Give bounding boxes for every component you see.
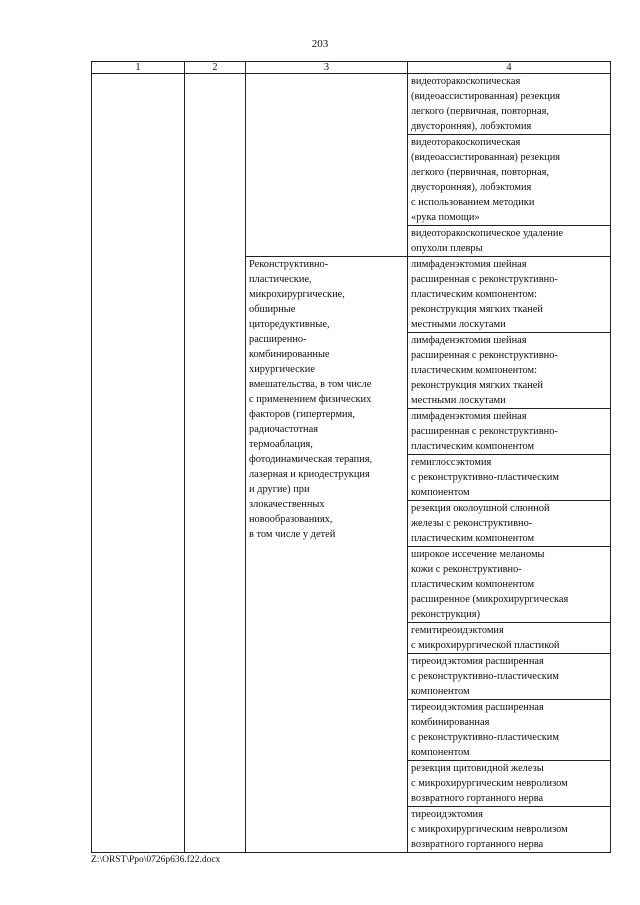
cell-text-line: пластическим компонентом: bbox=[411, 365, 538, 376]
cell-text-line: расширенное (микрохирургическая bbox=[411, 594, 569, 605]
cell-text-line: злокачественных bbox=[249, 499, 325, 510]
procedure-cell bbox=[408, 547, 611, 623]
col2-cell bbox=[185, 74, 246, 853]
procedure-cell bbox=[408, 700, 611, 761]
cell-text-line: в том числе у детей bbox=[249, 529, 336, 540]
header-col-2: 2 bbox=[185, 62, 246, 74]
file-path-footer: Z:\ORST\Ppo\0726p636.f22.docx bbox=[91, 855, 221, 865]
cell-text-line: с реконструктивно-пластическим bbox=[411, 671, 559, 682]
cell-text-line: возвратного гортанного нерва bbox=[411, 839, 544, 850]
procedure-cell bbox=[408, 135, 611, 226]
cell-text-line: расширенная с реконструктивно- bbox=[411, 274, 558, 285]
cell-text-line: широкое иссечение меланомы bbox=[411, 549, 545, 560]
cell-text-line: лимфаденэктомия шейная bbox=[411, 411, 527, 422]
cell-text-line: микрохирургические, bbox=[249, 289, 345, 300]
cell-text-line: (видеоассистированная) резекция bbox=[411, 152, 561, 163]
cell-text-line: новообразованиях, bbox=[249, 514, 333, 525]
cell-text-line: факторов (гипертермия, bbox=[249, 409, 355, 420]
cell-text-line: резекция щитовидной железы bbox=[411, 763, 544, 774]
cell-text-line: с реконструктивно-пластическим bbox=[411, 472, 559, 483]
cell-text-line: фотодинамическая терапия, bbox=[249, 454, 373, 465]
cell-text-line: пластическим компонентом: bbox=[411, 289, 538, 300]
cell-text-line: двусторонняя), лобэктомия bbox=[411, 182, 532, 193]
cell-text-line: хирургические bbox=[249, 364, 315, 375]
cell-text-line: компонентом bbox=[411, 686, 470, 697]
cell-text-line: видеоторакоскопическая bbox=[411, 76, 521, 87]
procedure-cell bbox=[408, 409, 611, 455]
page-number: 203 bbox=[311, 38, 329, 50]
cell-text-line: термоаблация, bbox=[249, 439, 313, 450]
procedure-cell bbox=[408, 226, 611, 257]
cell-text-line: кожи с реконструктивно- bbox=[411, 564, 522, 575]
procedure-cell bbox=[408, 654, 611, 700]
procedure-cell bbox=[408, 455, 611, 501]
cell-text-line: компонентом bbox=[411, 747, 470, 758]
procedure-cell bbox=[408, 501, 611, 547]
cell-text-line: видеоторакоскопическая bbox=[411, 137, 521, 148]
cell-text-line: легкого (первичная, повторная, bbox=[411, 167, 549, 178]
cell-text-line: тиреоидэктомия расширенная bbox=[411, 702, 544, 713]
header-row bbox=[92, 62, 611, 74]
header-col-4: 4 bbox=[408, 62, 611, 74]
cell-text-line: видеоторакоскопическое удаление bbox=[411, 228, 564, 239]
cell-text-line: с микрохирургической пластикой bbox=[411, 640, 560, 651]
cell-text-line: тиреоидэктомия расширенная bbox=[411, 656, 544, 667]
cell-text-line: расширенно- bbox=[249, 334, 307, 345]
cell-text-line: опухоли плевры bbox=[411, 243, 483, 254]
cell-text-line: реконструкция мягких тканей bbox=[411, 304, 543, 315]
cell-text-line: вмешательства, в том числе bbox=[249, 379, 372, 390]
procedure-cell bbox=[408, 333, 611, 409]
procedure-cell bbox=[408, 761, 611, 807]
cell-text-line: тиреоидэктомия bbox=[411, 809, 483, 820]
cell-text-line: реконструкция мягких тканей bbox=[411, 380, 543, 391]
cell-text-line: местными лоскутами bbox=[411, 319, 506, 330]
cell-text-line: Реконструктивно- bbox=[249, 259, 329, 270]
cell-text-line: обширные bbox=[249, 304, 296, 315]
table-row bbox=[92, 74, 611, 135]
cell-text-line: двусторонняя), лобэктомия bbox=[411, 121, 532, 132]
cell-text-line: и другие) при bbox=[249, 484, 310, 495]
cell-text-line: пластическим компонентом bbox=[411, 579, 535, 590]
cell-text-line: резекция околоушной слюнной bbox=[411, 503, 550, 514]
cell-text-line: с реконструктивно-пластическим bbox=[411, 732, 559, 743]
col3-empty-cell bbox=[246, 74, 408, 257]
cell-text-line: реконструкция) bbox=[411, 609, 481, 620]
procedure-cell bbox=[408, 623, 611, 654]
col1-cell bbox=[92, 74, 185, 853]
cell-text-line: легкого (первичная, повторная, bbox=[411, 106, 549, 117]
cell-text-line: железы с реконструктивно- bbox=[411, 518, 533, 529]
procedures-table bbox=[91, 61, 611, 853]
cell-text-line: с использованием методики bbox=[411, 197, 535, 208]
cell-text-line: (видеоассистированная) резекция bbox=[411, 91, 561, 102]
intervention-group-cell bbox=[246, 257, 408, 853]
cell-text-line: расширенная с реконструктивно- bbox=[411, 426, 558, 437]
cell-text-line: гемитиреоидэктомия bbox=[411, 625, 504, 636]
cell-text-line: пластические, bbox=[249, 274, 312, 285]
cell-text-line: расширенная с реконструктивно- bbox=[411, 350, 558, 361]
header-col-1: 1 bbox=[92, 62, 185, 74]
cell-text-line: с микрохирургическим невролизом bbox=[411, 824, 568, 835]
procedure-cell bbox=[408, 807, 611, 853]
cell-text-line: компонентом bbox=[411, 487, 470, 498]
procedure-cell bbox=[408, 257, 611, 333]
cell-text-line: с применением физических bbox=[249, 394, 372, 405]
cell-text-line: с микрохирургическим невролизом bbox=[411, 778, 568, 789]
cell-text-line: пластическим компонентом bbox=[411, 533, 535, 544]
cell-text-line: «рука помощи» bbox=[411, 212, 480, 223]
cell-text-line: пластическим компонентом bbox=[411, 441, 535, 452]
cell-text-line: гемиглоссэктомия bbox=[411, 457, 492, 468]
header-col-3: 3 bbox=[246, 62, 408, 74]
cell-text-line: лимфаденэктомия шейная bbox=[411, 259, 527, 270]
cell-text-line: местными лоскутами bbox=[411, 395, 506, 406]
cell-text-line: лимфаденэктомия шейная bbox=[411, 335, 527, 346]
cell-text-line: комбинированные bbox=[249, 349, 330, 360]
cell-text-line: лазерная и криодеструкция bbox=[249, 469, 370, 480]
cell-text-line: возвратного гортанного нерва bbox=[411, 793, 544, 804]
procedure-cell bbox=[408, 74, 611, 135]
cell-text-line: циторедуктивные, bbox=[249, 319, 330, 330]
cell-text-line: радиочастотная bbox=[249, 424, 318, 435]
cell-text-line: комбинированная bbox=[411, 717, 490, 728]
